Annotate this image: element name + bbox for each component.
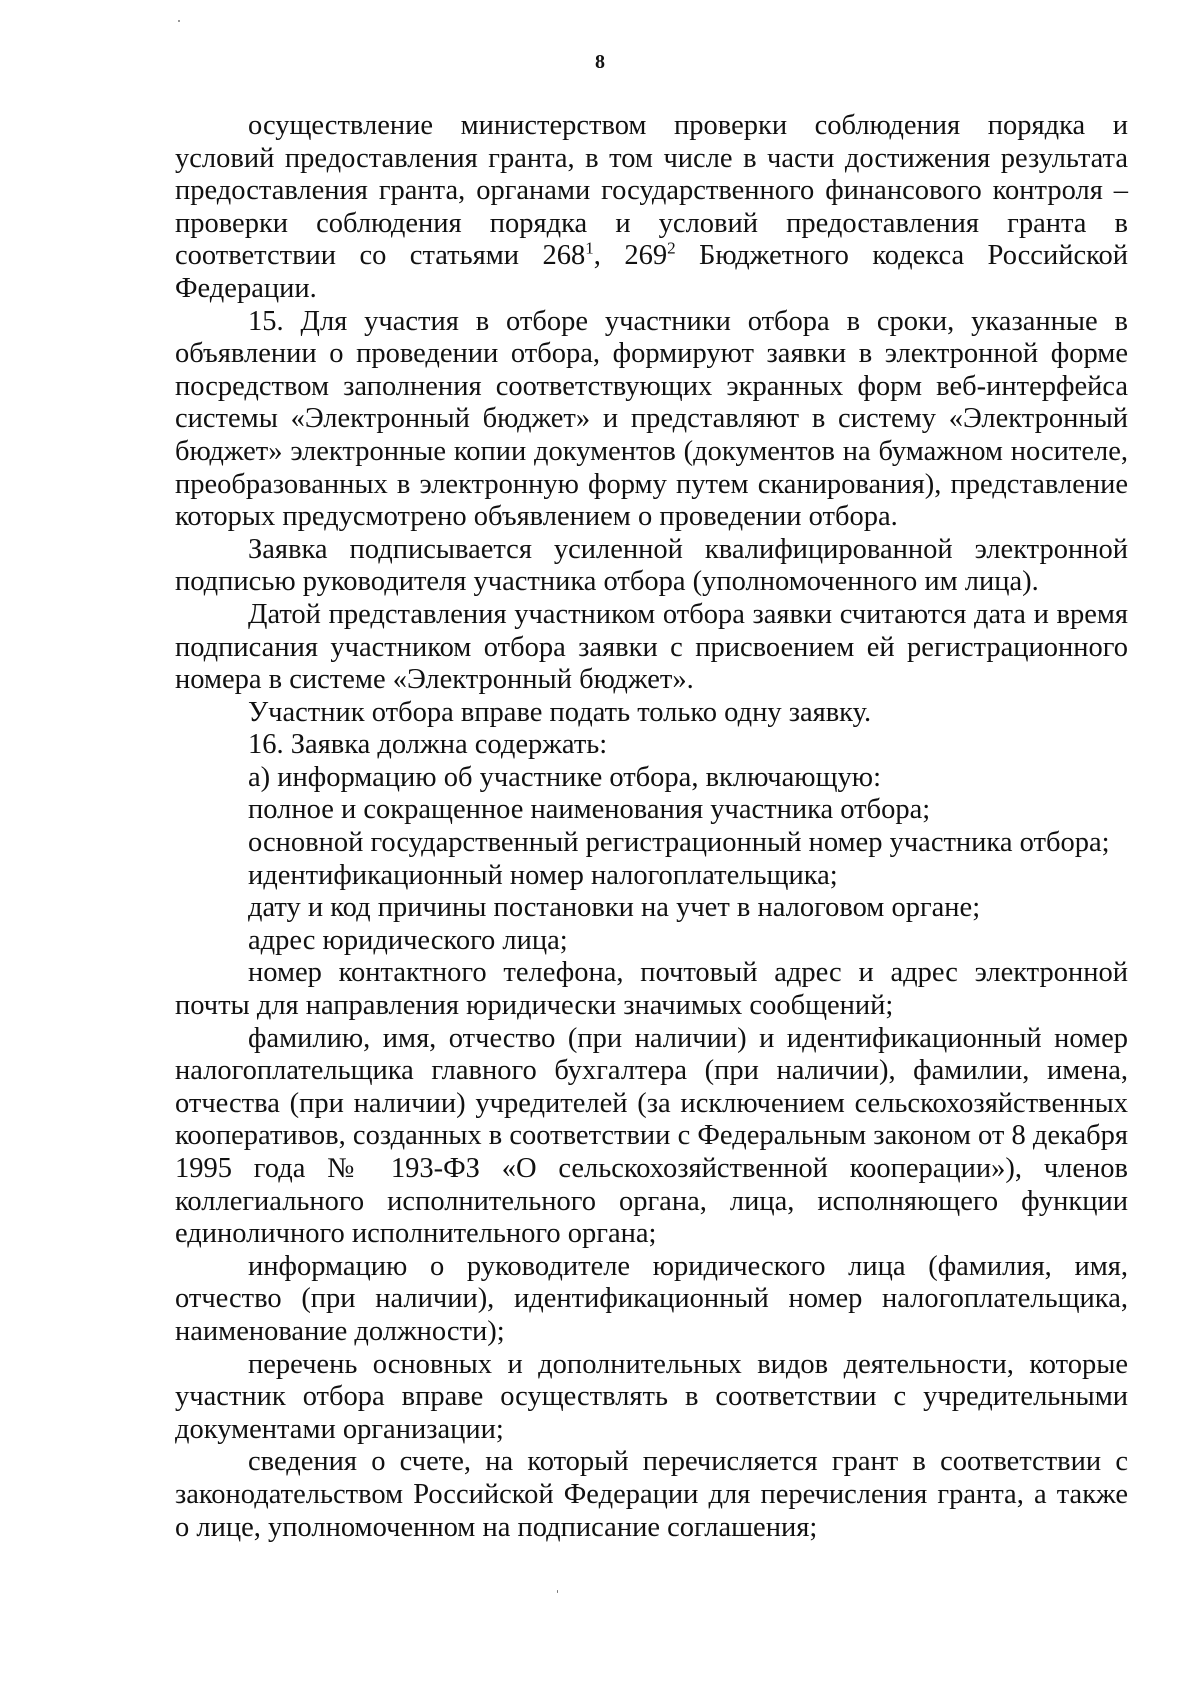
list-item: идентификационный номер налогоплательщика; (248, 859, 838, 891)
paragraph-text: осуществление министерством проверки соблюдения порядка и условий предоставления гранта, в том числе в части достижения результата предоставления гранта, органами государственного финансового контроля – проверки соблюдения порядка и условий предоставления гранта в соответствии со статьями 268 (175, 110, 1128, 272)
list-item: сведения о счете, на который перечисляется грант в соответствии с законодательством Российской Федерации для перечисления гранта, а также о лице, уполномоченном на подписание соглашения; (175, 1446, 1128, 1543)
list-item: информацию о руководителе юридического лица (фамилия, имя, отчество (при наличии), идентификационный номер налогоплательщика, наименование должности); (175, 1250, 1128, 1347)
paragraph-one-application: Участник отбора вправе подать только одну заявку. (248, 696, 872, 728)
paragraph-text: , 269 (593, 240, 668, 272)
scan-speck (178, 20, 180, 22)
list-item: номер контактного телефона, почтовый адрес и адрес электронной почты для направления юридически значимых сообщений; (175, 957, 1128, 1022)
list-item: перечень основных и дополнительных видов деятельности, которые участник отбора вправе осуществлять в соответствии с учредительными документами организации; (175, 1348, 1128, 1445)
page-number: 8 (595, 51, 605, 73)
paragraph-item-16: 16. Заявка должна содержать: (248, 729, 608, 761)
superscript: 2 (667, 238, 676, 258)
paragraph-signature: Заявка подписывается усиленной квалифицированной электронной подписью руководителя участника отбора (уполномоченного им лица). (175, 533, 1128, 598)
paragraph-grant-verification (175, 110, 1128, 306)
list-item: фамилию, имя, отчество (при наличии) и идентификационный номер налогоплательщика главного бухгалтера (при наличии), фамилии, имена, отчества (при наличии) учредителей (за исключением сельскохозяйственных кооперативов, созданных в соответствии с Федеральным законом от 8 декабря 1995 года № 193-ФЗ «О сельскохозяйственной кооперации»), членов коллегиального исполнительного органа, лица, исполняющего функции единоличного исполнительного органа; (175, 1022, 1128, 1250)
list-item: дату и код причины постановки на учет в налоговом органе; (248, 892, 981, 924)
document-body (175, 110, 1128, 1544)
list-item: адрес юридического лица; (248, 924, 568, 956)
paragraph-submission-date: Датой представления участником отбора заявки считаются дата и время подписания участником отбора заявки с присвоением ей регистрационного номера в системе «Электронный бюджет». (175, 598, 1128, 696)
paragraph-item-15: 15. Для участия в отборе участники отбора в сроки, указанные в объявлении о проведении отбора, формируют заявки в электронной форме посредством заполнения соответствующих экранных форм веб-интерфейса системы «Электронный бюджет» и представляют в систему «Электронный бюджет» электронные копии документов (документов на бумажном носителе, преобразованных в электронную форму путем сканирования), представление которых предусмотрено объявлением о проведении отбора. (175, 305, 1128, 533)
paragraph-text: Бюджетного кодекса Российской Федерации. (175, 240, 1129, 304)
scan-speck (557, 1590, 558, 1593)
paragraph-subitem-a: а) информацию об участнике отбора, включающую: (248, 761, 881, 793)
superscript: 1 (585, 238, 594, 258)
list-item: полное и сокращенное наименования участника отбора; (248, 794, 931, 826)
list-item: основной государственный регистрационный номер участника отбора; (248, 827, 1110, 859)
